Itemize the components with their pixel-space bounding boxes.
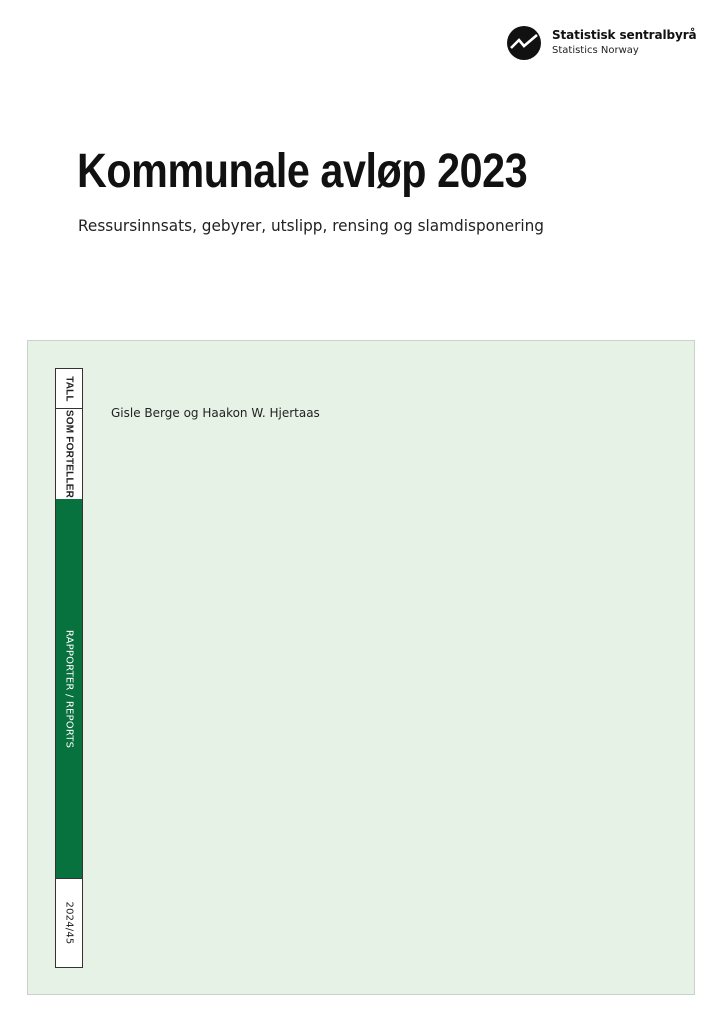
spine-som-forteller-segment xyxy=(56,409,82,499)
report-subtitle: Ressursinnsats, gebyrer, utslipp, rensing og slamdisponering xyxy=(78,216,544,235)
cover-panel xyxy=(27,340,695,995)
ssb-logo-icon xyxy=(507,26,541,60)
series-spine xyxy=(55,368,83,968)
ssb-logo xyxy=(507,26,712,62)
spine-tall-segment xyxy=(56,369,82,409)
spine-som-forteller-label: SOM FORTELLER xyxy=(63,409,75,499)
spine-report-number-label: 2024/45 xyxy=(63,901,75,945)
authors: Gisle Berge og Haakon W. Hjertaas xyxy=(111,406,320,420)
spine-series-type-label: RAPPORTER / REPORTS xyxy=(63,629,75,748)
logo-title: Statistisk sentralbyrå xyxy=(552,28,697,42)
logo-subtitle: Statistics Norway xyxy=(552,45,639,56)
spine-tall-label: TALL xyxy=(63,375,75,402)
spine-report-number-segment xyxy=(56,878,82,967)
report-title: Kommunale avløp 2023 xyxy=(77,145,528,198)
spine-series-type-segment xyxy=(56,499,82,878)
